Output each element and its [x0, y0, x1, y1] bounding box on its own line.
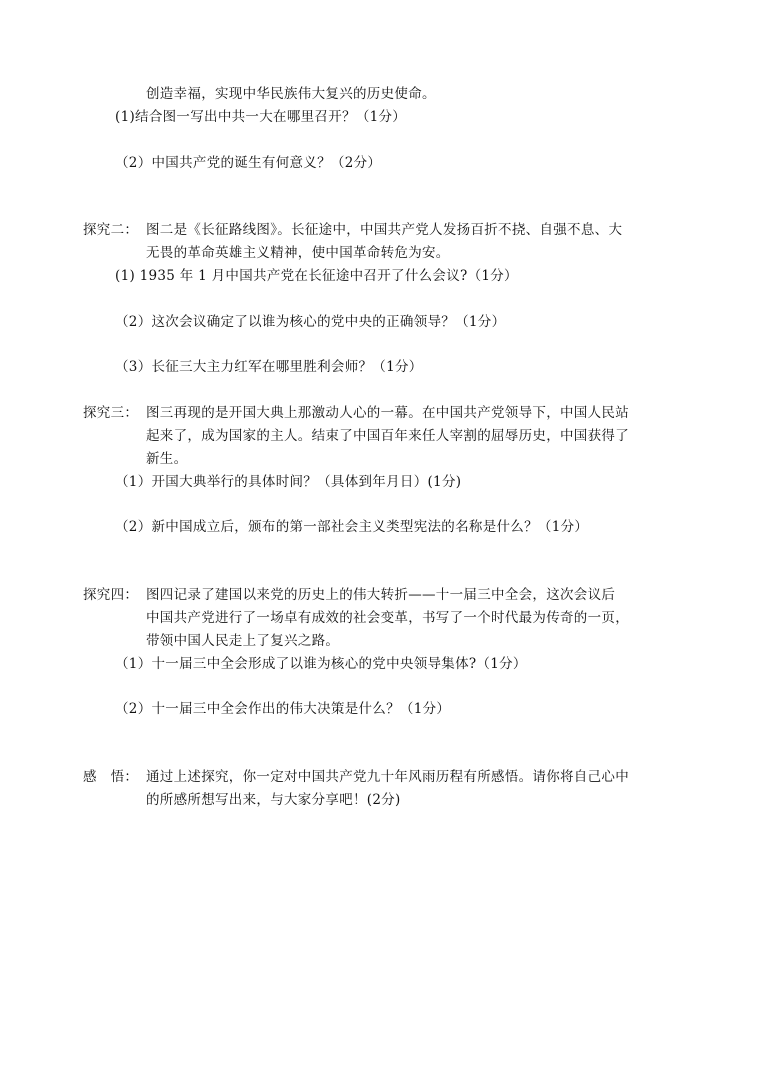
section3-text-line2: 起来了，成为国家的主人。结束了中国百年来任人宰割的屈辱历史，中国获得了 — [146, 428, 629, 444]
section3-label: 探究三： — [83, 405, 139, 421]
section3-question-1: （1）开国大典举行的具体时间？（具体到年月日）(1分) — [115, 474, 462, 490]
section4-text-line3: 带领中国人民走上了复兴之路。 — [146, 633, 340, 649]
section2-text-line2: 无畏的革命英雄主义精神，使中国革命转危为安。 — [146, 245, 450, 261]
section2-question-1: (1) 1935 年 1 月中国共产党在长征途中召开了什么会议?（1分） — [115, 268, 518, 284]
section3-text-line1: 图三再现的是开国大典上那激动人心的一幕。在中国共产党领导下，中国人民站 — [146, 405, 629, 421]
intro-question-1: (1)结合图一写出中共一大在哪里召开？（1分） — [115, 109, 407, 125]
reflection-label: 感 悟： — [83, 769, 139, 785]
section2-label: 探究二： — [83, 222, 139, 238]
reflection-text-line2: 的所感所想写出来，与大家分享吧！(2分) — [146, 792, 401, 808]
section4-label: 探究四： — [83, 587, 139, 603]
section4-text-line2: 中国共产党进行了一场卓有成效的社会变革，书写了一个时代最为传奇的一页， — [146, 610, 629, 626]
section2-text-line1: 图二是《长征路线图》。长征途中，中国共产党人发扬百折不挠、自强不息、大 — [146, 222, 623, 238]
intro-question-2: （2）中国共产党的诞生有何意义？（2分） — [115, 155, 382, 171]
section2-question-3: （3）长征三大主力红军在哪里胜利会师？（1分） — [115, 359, 423, 375]
section4-text-line1: 图四记录了建国以来党的历史上的伟大转折——十一届三中全会，这次会议后 — [146, 587, 616, 603]
section3-question-2: （2）新中国成立后，颁布的第一部社会主义类型宪法的名称是什么？（1分） — [115, 519, 589, 535]
reflection-text-line1: 通过上述探究，你一定对中国共产党九十年风雨历程有所感悟。请你将自己心中 — [146, 769, 629, 785]
section4-question-1: （1）十一届三中全会形成了以谁为核心的党中央领导集体?（1分） — [115, 656, 527, 672]
intro-continuation-text: 创造幸福，实现中华民族伟大复兴的历史使命。 — [146, 86, 436, 102]
section3-text-line3: 新生。 — [146, 451, 188, 467]
section2-question-2: （2）这次会议确定了以谁为核心的党中央的正确领导？（1分） — [115, 314, 506, 330]
section4-question-2: （2）十一届三中全会作出的伟大决策是什么？（1分） — [115, 701, 451, 717]
